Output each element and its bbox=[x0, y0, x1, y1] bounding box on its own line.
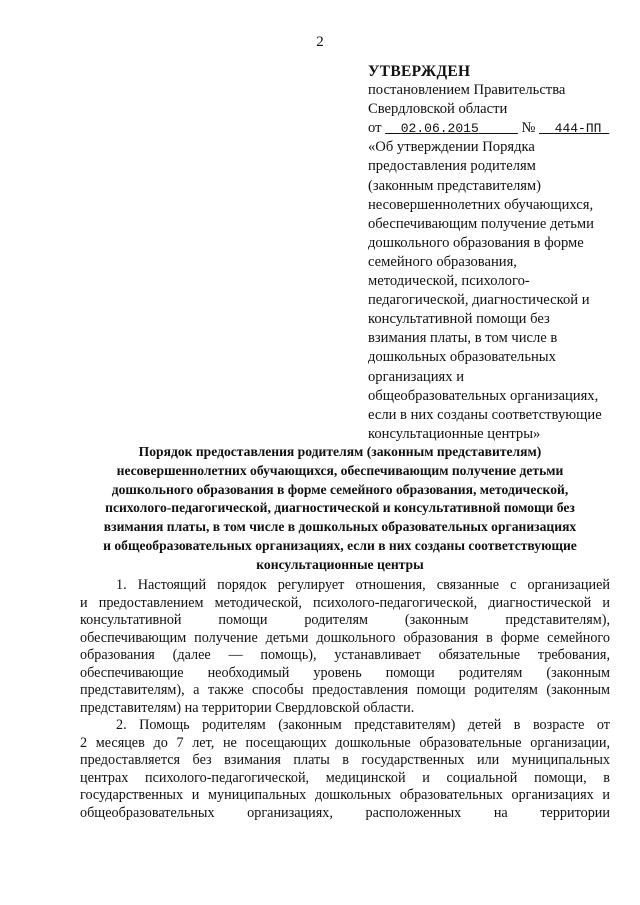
document-title-line: несовершеннолетних обучающихся, обеспечивающим получение детьми bbox=[116, 462, 564, 478]
approval-title-line: дошкольных образовательных bbox=[368, 349, 556, 366]
approval-title-line: семейного образования, bbox=[368, 253, 517, 270]
paragraph-line: и предоставлением методической, психолого-педагогической, диагностической и bbox=[80, 594, 610, 611]
paragraph-line: предоставляется без взимания платы в государственных или муниципальных bbox=[80, 752, 610, 768]
document-title-line: дошкольного образования в форме семейного образования, методической, bbox=[111, 481, 569, 497]
approved-heading: УТВЕРЖДЕН bbox=[368, 63, 471, 80]
page-number: 2 bbox=[316, 34, 324, 50]
paragraph-line: 1. Настоящий порядок регулирует отношения, связанные с организацией bbox=[116, 577, 610, 593]
paragraph-line: представителям), а также способы предоставления помощи родителям (законным bbox=[80, 682, 610, 698]
paragraph bbox=[80, 717, 610, 822]
document-title-line: психолого-педагогической, диагностической и консультативной помощи без bbox=[105, 500, 575, 516]
approval-title-line: консультационные центры» bbox=[368, 425, 541, 442]
approval-title-line: «Об утверждении Порядка bbox=[368, 139, 535, 156]
approval-title-line: консультативной помощи без bbox=[368, 311, 550, 328]
approval-title-line: методической, психолого- bbox=[368, 273, 530, 290]
paragraph-line: центрах психолого-педагогической, медицинской и социальной помощи, в bbox=[80, 769, 610, 786]
document-title bbox=[70, 443, 610, 575]
approval-title-line: (законным представителям) bbox=[368, 177, 542, 194]
paragraph-line: обеспечивающим получение детьми дошкольного образования в форме семейного bbox=[80, 629, 610, 646]
approval-line-1: постановлением Правительства bbox=[368, 82, 566, 99]
paragraph-line: государственных и муниципальных дошкольных образовательных организациях и bbox=[80, 787, 610, 803]
approval-title-line: если в них созданы соответствующие bbox=[368, 406, 602, 423]
paragraph-line: консультативной помощи родителям (законным представителям), bbox=[80, 612, 610, 628]
approval-title-line: организациях и bbox=[368, 368, 465, 385]
approval-title-line: дошкольного образования в форме bbox=[368, 234, 584, 251]
approval-date-line bbox=[368, 119, 618, 138]
paragraph-line: общеобразовательных организациях, расположенных на территории bbox=[80, 804, 610, 821]
document-title-line: и общеобразовательных организациях, если в них созданы соответствующие bbox=[103, 537, 577, 553]
approval-title-line: предоставления родителям bbox=[368, 158, 536, 175]
paragraph-line: представителям) на территории Свердловской области. bbox=[80, 699, 415, 716]
approval-title-line: общеобразовательных организациях, bbox=[368, 387, 599, 404]
date-prefix: от bbox=[368, 120, 382, 137]
approval-title-line: обеспечивающим получение детьми bbox=[368, 215, 594, 232]
document-title-line: взимания платы, в том числе в дошкольных образовательных организациях bbox=[103, 519, 577, 535]
paragraph-line: 2 месяцев до 7 лет, не посещающих дошкольные образовательные организации, bbox=[80, 734, 610, 751]
approval-title-line: педагогической, диагностической и bbox=[368, 292, 590, 309]
approval-date: 02.06.2015 bbox=[400, 121, 479, 137]
approval-resolution-title bbox=[368, 138, 618, 444]
document-title-line: консультационные центры bbox=[256, 556, 424, 572]
approval-title-line: несовершеннолетних обучающихся, bbox=[368, 196, 594, 213]
approval-line-2: Свердловской области bbox=[368, 101, 508, 118]
number-prefix: № bbox=[521, 120, 536, 137]
approval-block bbox=[368, 62, 618, 444]
paragraph-line: обеспечивающие необходимый уровень помощи родителям (законным bbox=[80, 664, 610, 681]
document-body bbox=[80, 577, 610, 822]
paragraph-line: образования (далее — помощь), устанавливает обязательные требования, bbox=[80, 647, 610, 663]
paragraph bbox=[80, 577, 610, 717]
approval-number: 444-ПП bbox=[554, 121, 602, 137]
document-title-line: Порядок предоставления родителям (законным представителям) bbox=[138, 444, 542, 459]
paragraph-line: 2. Помощь родителям (законным представителям) детей в возрасте от bbox=[116, 717, 610, 733]
approval-title-line: взимания платы, в том числе в bbox=[368, 330, 558, 347]
